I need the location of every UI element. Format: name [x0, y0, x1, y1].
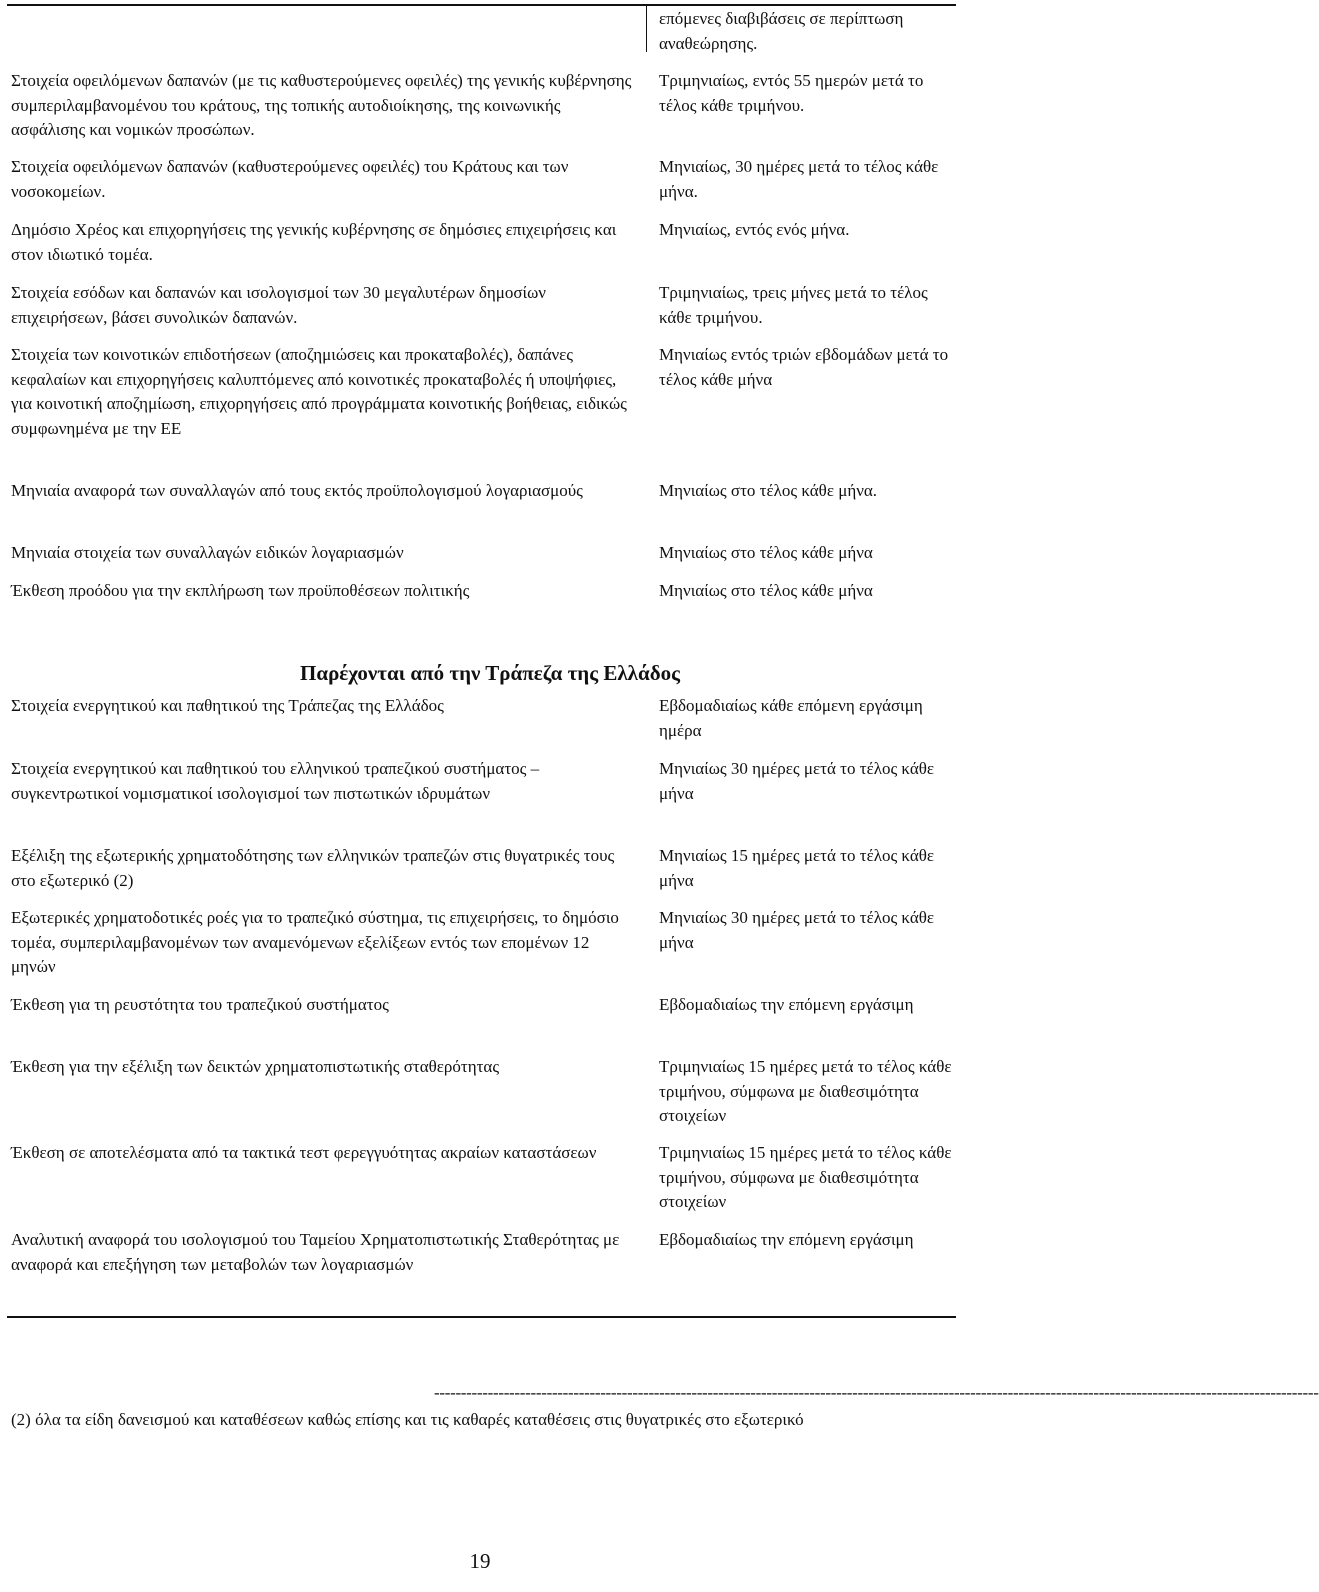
table-row-item: Στοιχεία οφειλόμενων δαπανών (καθυστερούμενες οφειλές) του Κράτους και των νοσοκομείων.	[11, 157, 569, 201]
table-row-item: Στοιχεία ενεργητικού και παθητικού της Τράπεζας της Ελλάδος	[11, 696, 444, 715]
table-row-frequency: Μηνιαίως στο τέλος κάθε μήνα.	[659, 481, 878, 500]
table-row-frequency: Εβδομαδιαίως την επόμενη εργάσιμη	[659, 1230, 914, 1249]
table-bottom-rule	[7, 1316, 956, 1318]
table-row-frequency: Τριμηνιαίως, τρεις μήνες μετά το τέλος κάθε τριμήνου.	[659, 283, 928, 327]
table-row-item: Στοιχεία των κοινοτικών επιδοτήσεων (αποζημιώσεις και προκαταβολές), δαπάνες κεφαλαίων και επιχορηγήσεις καλυπτόμενες από κοινοτικές προκαταβολές ή υποψήφιες, για κοινοτική αποζημίωση, επιχορηγήσεις από προγράμματα κοινοτικής βοήθειας, ειδικώς συμφωνημένα με την ΕΕ	[11, 345, 627, 438]
table-row-frequency: Τριμηνιαίως 15 ημέρες μετά το τέλος κάθε τριμήνου, σύμφωνα με διαθεσιμότητα στοιχείων	[659, 1143, 952, 1211]
section-heading: Παρέχονται από την Τράπεζα της Ελλάδος	[300, 661, 680, 685]
table-row-frequency: Τριμηνιαίως, εντός 55 ημερών μετά το τέλος κάθε τριμήνου.	[659, 71, 924, 115]
table-row-frequency: Μηνιαίως, εντός ενός μήνα.	[659, 220, 850, 239]
table-row-item: Μηνιαία αναφορά των συναλλαγών από τους εκτός προϋπολογισμού λογαριασμούς	[11, 481, 583, 500]
table-row-item: Στοιχεία οφειλόμενων δαπανών (με τις καθυστερούμενες οφειλές) της γενικής κυβέρνησης συμπεριλαμβανομένου του κράτους, της τοπικής αυτοδιοίκησης, της κοινωνικής ασφάλισης και νομικών προσώπων.	[11, 71, 632, 139]
table-row-item: Έκθεση για την εξέλιξη των δεικτών χρηματοπιστωτικής σταθερότητας	[11, 1057, 500, 1076]
table-row-item: Εξέλιξη της εξωτερικής χρηματοδότησης των ελληνικών τραπεζών στις θυγατρικές τους στο εξωτερικό (2)	[11, 846, 615, 890]
table-row-item: Αναλυτική αναφορά του ισολογισμού του Ταμείου Χρηματοπιστωτικής Σταθερότητας με αναφορά και επεξήγηση των μεταβολών των λογαριασμών	[11, 1230, 620, 1274]
table-row-item: Έκθεση για τη ρευστότητα του τραπεζικού συστήματος	[11, 995, 389, 1014]
continuation-frequency: επόμενες διαβιβάσεις σε περίπτωση αναθεώρησης.	[659, 9, 904, 53]
table-row-frequency: Μηνιαίως στο τέλος κάθε μήνα	[659, 581, 873, 600]
table-row-frequency: Εβδομαδιαίως την επόμενη εργάσιμη	[659, 995, 914, 1014]
table-row-frequency: Μηνιαίως στο τέλος κάθε μήνα	[659, 543, 873, 562]
table-row-item: Εξωτερικές χρηματοδοτικές ροές για το τραπεζικό σύστημα, τις επιχειρήσεις, το δημόσιο τομέα, συμπεριλαμβανομένων των αναμενόμενων εξελίξεων εντός των επομένων 12 μηνών	[11, 908, 619, 976]
footnote: (2) όλα τα είδη δανεισμού και καταθέσεων καθώς επίσης και τις καθαρές καταθέσεις στις θυγατρικές στο εξωτερικό	[11, 1410, 804, 1429]
table-row-frequency: Εβδομαδιαίως κάθε επόμενη εργάσιμη ημέρα	[659, 696, 923, 740]
footnote-separator: ---------------------------------------------------------------------------------------------------------------------------------------------------------------------	[434, 1383, 1319, 1402]
table-row-frequency: Μηνιαίως 30 ημέρες μετά το τέλος κάθε μήνα	[659, 759, 935, 803]
table-row-item: Δημόσιο Χρέος και επιχορηγήσεις της γενικής κυβέρνησης σε δημόσιες επιχειρήσεις και στον ιδιωτικό τομέα.	[11, 220, 617, 264]
table-row-frequency: Μηνιαίως 30 ημέρες μετά το τέλος κάθε μήνα	[659, 908, 935, 952]
table-row-item: Έκθεση σε αποτελέσματα από τα τακτικά τεστ φερεγγυότητας ακραίων καταστάσεων	[11, 1143, 597, 1162]
table-row-item: Στοιχεία ενεργητικού και παθητικού του ελληνικού τραπεζικού συστήματος – συγκεντρωτικοί νομισματικοί ισολογισμοί των πιστωτικών ιδρυμάτων	[11, 759, 540, 803]
table-row-item: Έκθεση προόδου για την εκπλήρωση των προϋποθέσεων πολιτικής	[11, 581, 470, 600]
table-row-frequency: Τριμηνιαίως 15 ημέρες μετά το τέλος κάθε τριμήνου, σύμφωνα με διαθεσιμότητα στοιχείων	[659, 1057, 952, 1125]
page-number: 19	[469, 1549, 491, 1573]
table-row-item: Μηνιαία στοιχεία των συναλλαγών ειδικών λογαριασμών	[11, 543, 404, 562]
table-row-frequency: Μηνιαίως 15 ημέρες μετά το τέλος κάθε μήνα	[659, 846, 935, 890]
table-row-frequency: Μηνιαίως εντός τριών εβδομάδων μετά το τέλος κάθε μήνα	[659, 345, 949, 389]
table-row-item: Στοιχεία εσόδων και δαπανών και ισολογισμοί των 30 μεγαλυτέρων δημοσίων επιχειρήσεων, βάσει συνολικών δαπανών.	[11, 283, 546, 327]
table-top-rule	[7, 4, 956, 6]
table-row-frequency: Μηνιαίως, 30 ημέρες μετά το τέλος κάθε μήνα.	[659, 157, 939, 201]
column-divider	[646, 4, 647, 52]
